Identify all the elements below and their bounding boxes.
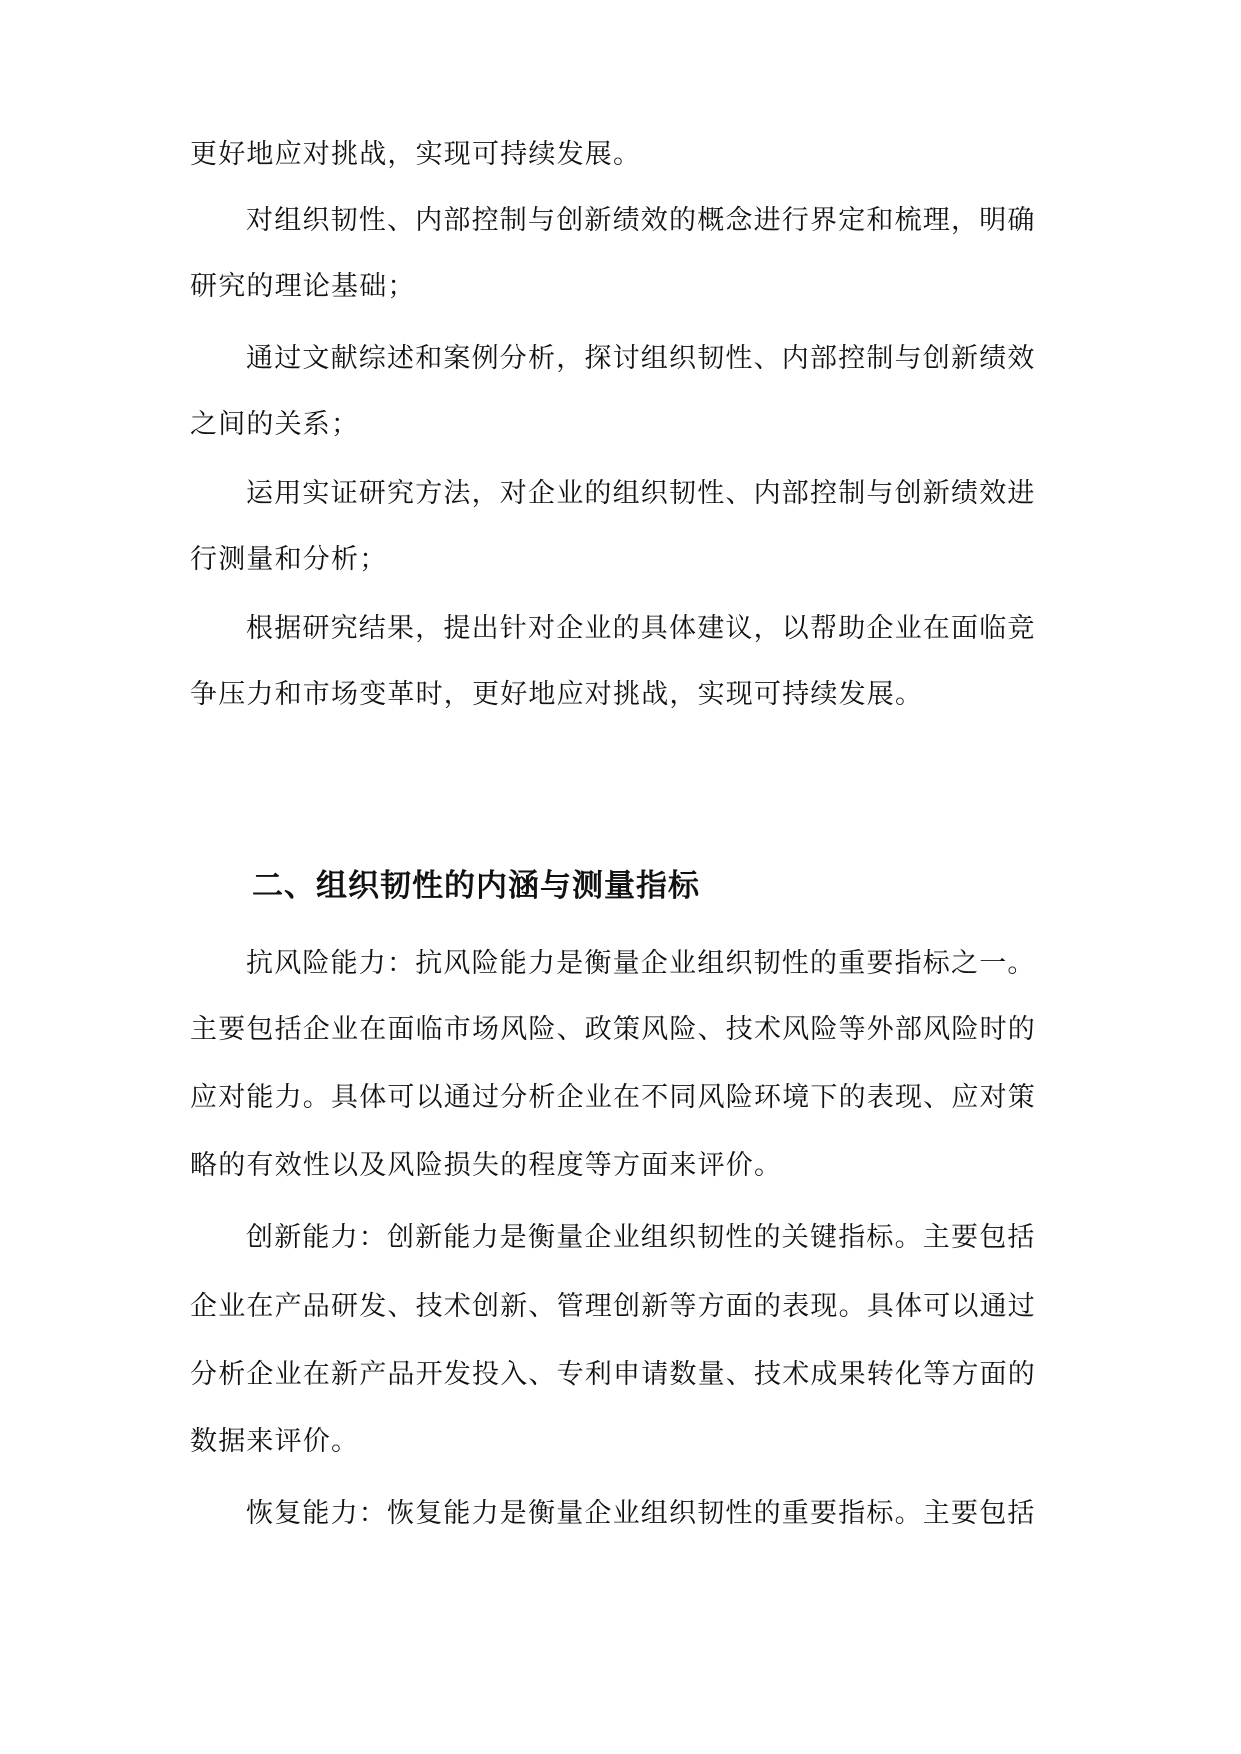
paragraph-objective-4-line-2: 争压力和市场变革时，更好地应对挑战，实现可持续发展。 <box>190 679 924 710</box>
paragraph-recovery-line-1: 恢复能力：恢复能力是衡量企业组织韧性的重要指标。主要包括 <box>246 1498 1036 1529</box>
paragraph-objective-2-line-2: 之间的关系； <box>190 409 360 440</box>
paragraph-innovation-line-4: 数据来评价。 <box>190 1426 360 1457</box>
paragraph-objective-1-line-1: 对组织韧性、内部控制与创新绩效的概念进行界定和梳理，明确 <box>246 205 1036 236</box>
paragraph-innovation-line-2: 企业在产品研发、技术创新、管理创新等方面的表现。具体可以通过 <box>190 1291 1036 1322</box>
paragraph-innovation-line-3: 分析企业在新产品开发投入、专利申请数量、技术成果转化等方面的 <box>190 1359 1036 1390</box>
paragraph-objective-1-line-2: 研究的理论基础； <box>190 271 416 302</box>
paragraph-intro-tail-line-1: 更好地应对挑战，实现可持续发展。 <box>190 139 642 170</box>
paragraph-objective-4-line-1: 根据研究结果，提出针对企业的具体建议，以帮助企业在面临竞 <box>246 613 1036 644</box>
paragraph-objective-3-line-2: 行测量和分析； <box>190 544 388 575</box>
paragraph-innovation-line-1: 创新能力：创新能力是衡量企业组织韧性的关键指标。主要包括 <box>246 1222 1036 1253</box>
paragraph-risk-line-3: 应对能力。具体可以通过分析企业在不同风险环境下的表现、应对策 <box>190 1082 1036 1113</box>
paragraph-risk-line-2: 主要包括企业在面临市场风险、政策风险、技术风险等外部风险时的 <box>190 1014 1036 1045</box>
paragraph-objective-2-line-1: 通过文献综述和案例分析，探讨组织韧性、内部控制与创新绩效 <box>246 343 1036 374</box>
paragraph-risk-line-1: 抗风险能力：抗风险能力是衡量企业组织韧性的重要指标之一。 <box>246 948 1036 979</box>
paragraph-objective-3-line-1: 运用实证研究方法，对企业的组织韧性、内部控制与创新绩效进 <box>246 478 1036 509</box>
paragraph-risk-line-4: 略的有效性以及风险损失的程度等方面来评价。 <box>190 1150 783 1181</box>
section-heading: 二、组织韧性的内涵与测量指标 <box>252 868 700 904</box>
